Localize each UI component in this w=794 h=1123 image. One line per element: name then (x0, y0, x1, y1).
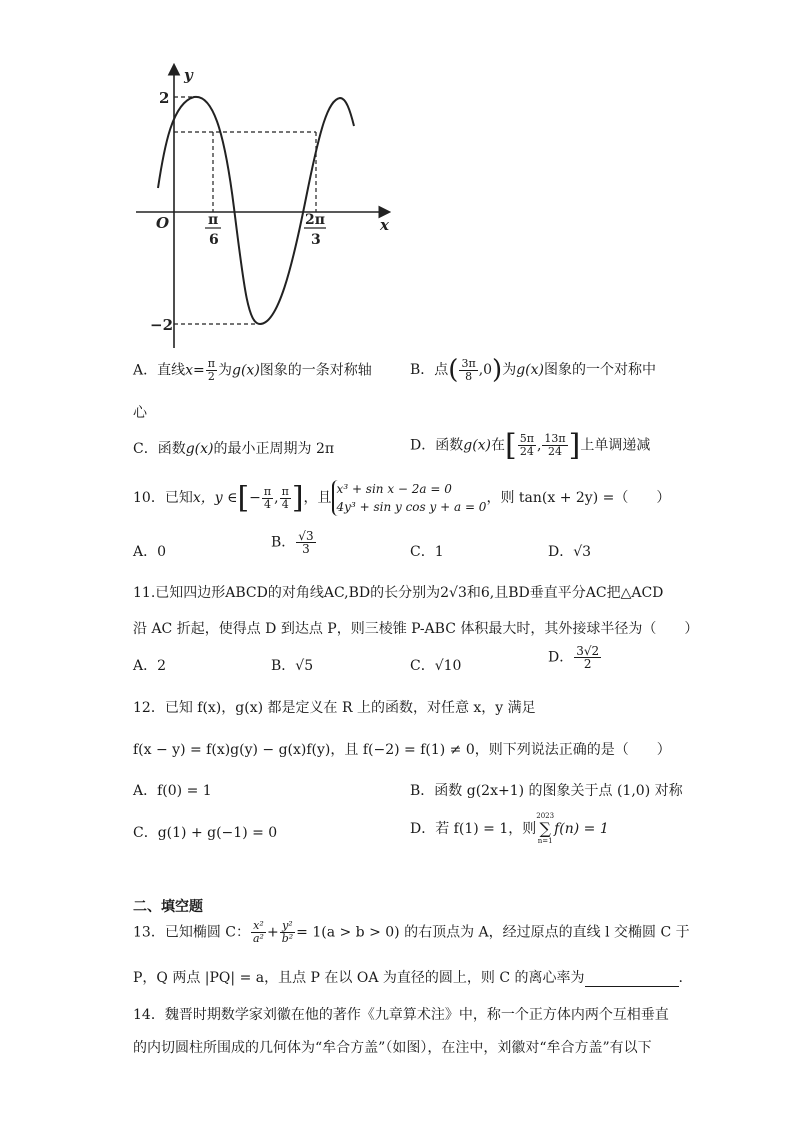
x-tick-2pi3-den: 3 (311, 232, 321, 248)
q12-option-d: D．若 f(1) = 1，则 2023 ∑ n=1 f(n) = 1 (410, 812, 609, 845)
sine-graph (128, 58, 398, 350)
q9-option-d: D．函数g(x)在[ $\frac{5\pi}{24}$ , $\frac{13\pi}{24}$ ]上单调递减 (410, 428, 651, 463)
y-min-label: −2 (150, 316, 174, 334)
q11-option-b: B．√5 (271, 658, 314, 674)
q11-option-d: D． $\frac{3√2}{2}$ (548, 644, 600, 671)
q12-option-a: A．f(0) = 1 (133, 783, 212, 799)
x-tick-2pi3-num: 2π (305, 212, 325, 228)
q9-option-b: B．点( $\frac{3\pi}{8}$ ,0)为g(x)图象的一个对称中 (410, 355, 656, 385)
q11-line1: 11.已知四边形ABCD的对角线AC,BD的长分别为2√3和6,且BD垂直平分AC把△ACD (133, 585, 664, 601)
q11-option-a: A．2 (133, 658, 167, 674)
q11-line2: 沿 AC 折起，使得点 D 到达点 P，则三棱锥 P-ABC 体积最大时，其外接球半径为（ ） (133, 621, 699, 637)
x-tick-pi6-den: 6 (209, 232, 219, 248)
q14-line1: 14．魏晋时期数学家刘徽在他的著作《九章算术注》中，称一个正方体内两个互相垂直 (133, 1007, 669, 1023)
q11-option-c: C．√10 (410, 658, 462, 674)
q10-option-c: C．1 (410, 544, 444, 560)
q13-line2: P，Q 两点 |PQ| = a，且点 P 在以 OA 为直径的圆上，则 C 的离心率为 . (133, 970, 683, 986)
q9-option-b-wrap: 心 (133, 405, 147, 421)
y-axis-label: y (184, 66, 193, 84)
q13-answer-blank[interactable] (585, 972, 679, 987)
q12-line2: f(x − y) = f(x)g(y) − g(x)f(y)，且 f(−2) = f(1) ≠ 0，则下列说法正确的是（ ） (133, 742, 671, 758)
q9-option-a: A．直线x= $\frac{\pi}{2}$ 为g(x)图象的一条对称轴 (133, 357, 372, 383)
q12-option-b: B．函数 g(2x+1) 的图象关于点 (1,0) 对称 (410, 783, 683, 799)
q10-option-a: A．0 (133, 544, 167, 560)
origin-label: O (156, 214, 170, 232)
sine-curve (158, 97, 354, 324)
q9-option-c: C．函数g(x)的最小正周期为 2π (133, 441, 335, 457)
q14-line2: 的内切圆柱所围成的几何体为“牟合方盖”（如图），在注中，刘徽对“牟合方盖”有以下 (133, 1040, 652, 1056)
x-axis-label: x (380, 216, 389, 234)
q13-line1: 13．已知椭圆 C： $\frac{\text{x²}}{\text{a²}}$ + $\frac{\text{y²}}{\text{b²}}$ = 1(a > b > 0) 的右顶点为 A，经过原点的直线 l 交椭圆 C 于 (133, 919, 690, 945)
q12-option-c: C．g(1) + g(−1) = 0 (133, 825, 278, 841)
y-max-label: 2 (159, 89, 170, 107)
section-heading-fill-blank: 二、填空题 (133, 899, 203, 915)
q10-stem: 10．已知x，y ∈[− $\frac{\pi}{4}$ , $\frac{\pi}{4}$ ]，且 x³ + sin x − 2a = 0 4y³ + sin y cos y + a = 0 ，则 tan(x + 2y) =（ ） (133, 480, 671, 516)
q10-option-b: B． $\frac{√3}{3}$ (271, 529, 314, 556)
q12-line1: 12．已知 f(x)，g(x) 都是定义在 R 上的函数，对任意 x，y 满足 (133, 700, 536, 716)
q10-option-d: D．√3 (548, 544, 592, 560)
x-tick-pi6-num: π (208, 212, 219, 228)
